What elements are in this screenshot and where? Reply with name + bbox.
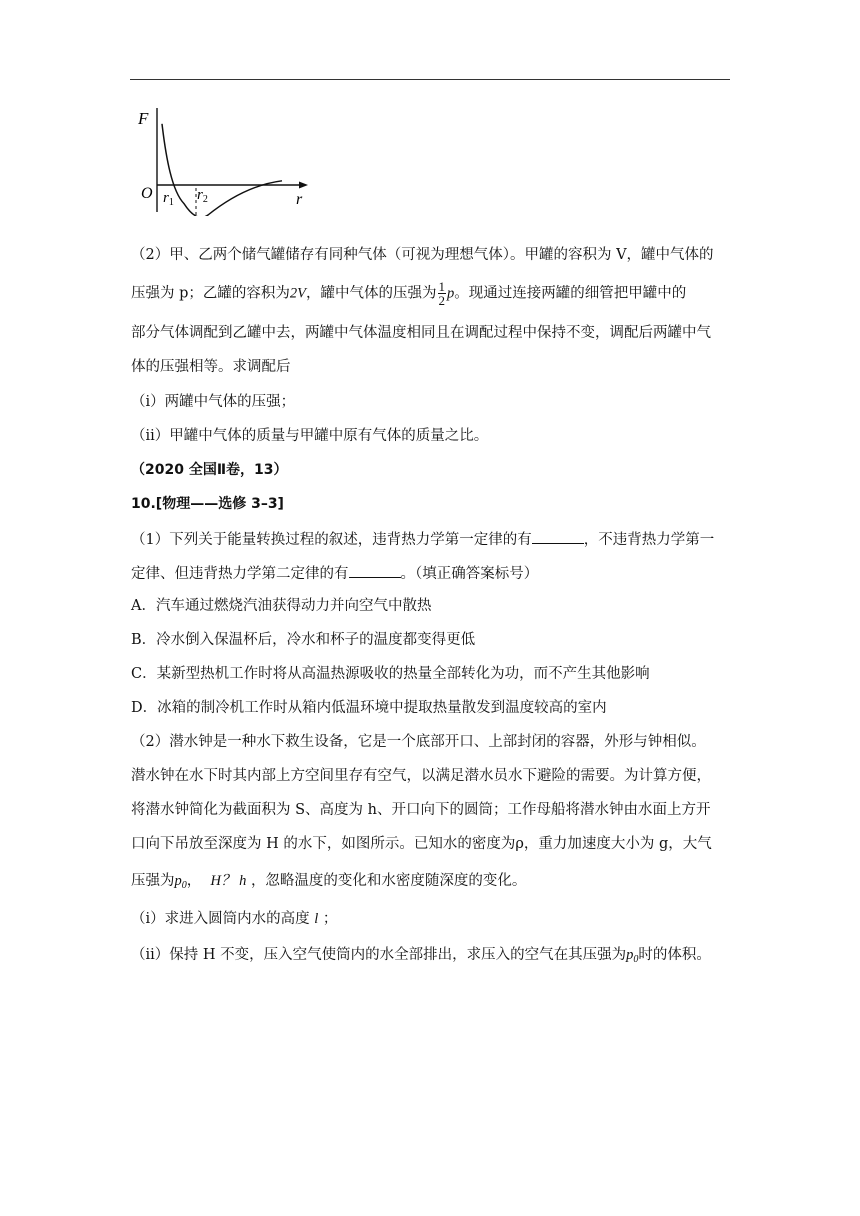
y-axis-label: F [138,109,149,128]
half-fraction: $\frac{1}{2}$ [438,279,445,308]
x-axis-label: r [296,191,303,208]
q9-2-line4: 体的压强相等。求调配后 [131,359,291,375]
q10-2-sub-i-a: （i）求进入圆筒内水的高度 [131,911,310,927]
q10-2-line2: 潜水钟在水下时其内部上方空间里存有空气，以满足潜水员水下避险的需要。为计算方便， [131,768,711,784]
q10-1-text-d: 。（填正确答案标号） [400,566,539,582]
q9-2-line2-b: ，罐中气体的压强为 [306,285,437,302]
answer-blank-2 [349,563,401,578]
h-relation: H？ h [210,873,247,889]
q9-2-line2 [131,280,686,307]
q9-2-line2-c: 。现通过连接两罐的细管把甲罐中的 [454,285,687,302]
force-distance-figure [132,104,312,216]
q10-2-sub-ii-b: 时的体积。 [638,947,711,963]
q10-2-sub-i-b: ； [322,911,338,927]
q10-2-line5-a: 压强为 [131,873,175,889]
q10-2-sub-i [131,910,337,928]
q9-2-pressure: p [447,285,455,302]
l-symbol: l [314,911,319,927]
q10-heading: 10.[物理——选修 3–3] [131,496,284,512]
option-d: D．冰箱的制冷机工作时从箱内低温环境中提取热量散发到温度较高的室内 [131,700,607,716]
option-b: B．冷水倒入保温杯后，冷水和杯子的温度都变得更低 [131,632,476,648]
x-axis-arrow [299,182,308,189]
q10-2-line5-d: ，忽略温度的变化和水密度随深度的变化。 [250,873,527,889]
q10-2-sub-ii [131,946,711,969]
q10-2-line1: （2）潜水钟是一种水下救生设备，它是一个底部开口、上部封闭的容器，外形与钟相似。 [131,734,706,750]
p0-symbol: $p_0$ [174,873,187,891]
r1-label: $r_1$ [163,190,174,208]
source-citation: （2020 全国Ⅱ卷，13） [131,462,288,478]
q10-1-text-a: （1）下列关于能量转换过程的叙述，违背热力学第一定律的有 [131,532,532,548]
q9-2-volume: 2V [289,285,306,302]
q9-2-sub-i: （i）两罐中气体的压强； [131,394,296,410]
q10-2-line5-b: ， [186,873,202,889]
q10-2-line5 [131,872,526,895]
q10-2-sub-ii-a: （ii）保持 H 不变，压入空气使筒内的水全部排出，求压入的空气在其压强为 [131,947,627,963]
option-c: C．某新型热机工作时将从高温热源吸收的热量全部转化为功，而不产生其他影响 [131,666,650,682]
force-curve-line [162,124,282,216]
r2-label: $r_2$ [197,187,208,205]
q10-2-line3: 将潜水钟简化为截面积为 S、高度为 h、开口向下的圆筒；工作母船将潜水钟由水面上方开 [131,802,711,818]
origin-label: O [141,185,153,202]
q10-2-line4: 口向下吊放至深度为 H 的水下，如图所示。已知水的密度为ρ，重力加速度大小为 g，大气 [131,836,712,852]
header-rule [130,79,730,80]
q9-2-line1: （2）甲、乙两个储气罐储存有同种气体（可视为理想气体）。甲罐的容积为 V，罐中气体的 [131,247,714,263]
p0-symbol-2: $p_0$ [626,947,639,965]
q9-2-line2-a: 压强为 p；乙罐的容积为 [131,285,290,302]
q10-1-line2 [131,563,538,583]
q10-1-text-b: ，不违背热力学第一 [583,532,715,548]
q10-1-line1 [131,529,714,549]
q10-1-text-c: 定律、但违背热力学第二定律的有 [131,566,349,582]
q9-2-line3: 部分气体调配到乙罐中去，两罐中气体温度相同且在调配过程中保持不变，调配后两罐中气 [131,325,711,341]
q9-2-sub-ii: （ii）甲罐中气体的质量与甲罐中原有气体的质量之比。 [131,428,489,444]
answer-blank-1 [532,529,584,544]
option-a: A．汽车通过燃烧汽油获得动力并向空气中散热 [131,598,432,614]
